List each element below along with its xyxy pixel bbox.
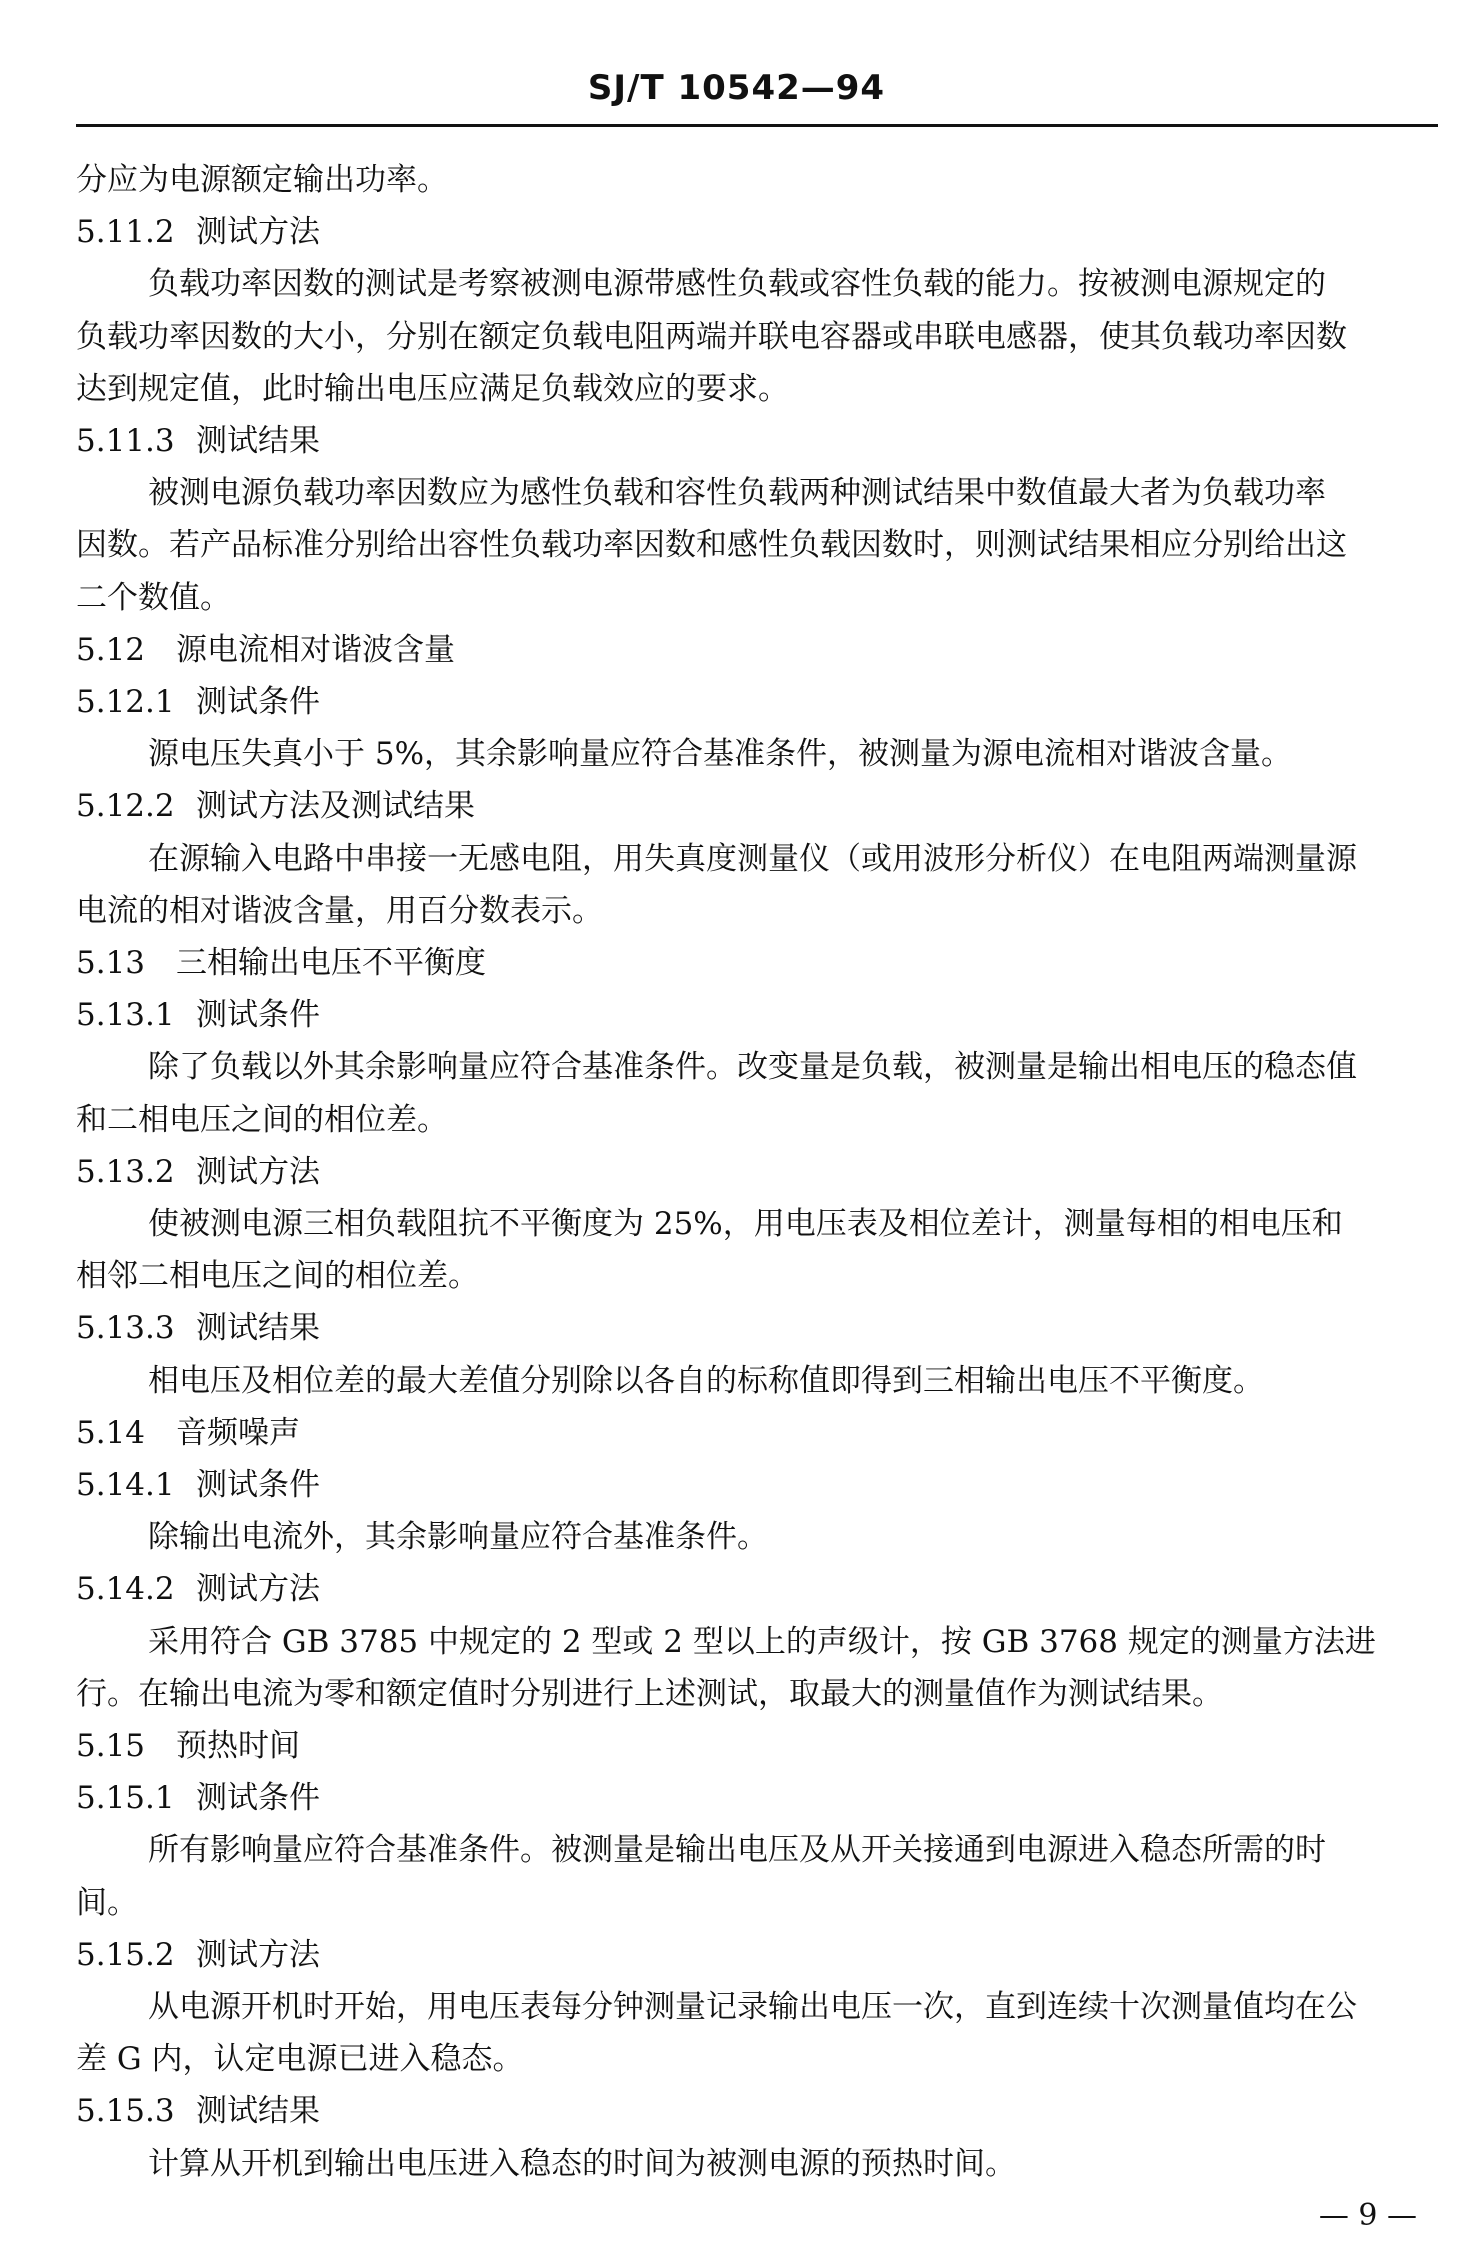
section-title: 测试结果 (196, 2093, 320, 2130)
section-heading (76, 212, 1443, 252)
section-title: 测试条件 (196, 1780, 320, 1817)
section-heading (76, 421, 1443, 461)
section-number: 5.15 (76, 1728, 146, 1764)
section-title: 测试方法 (196, 1936, 320, 1973)
section-heading (76, 2091, 1443, 2131)
section-heading (76, 1778, 1443, 1818)
section-heading (76, 1569, 1443, 1609)
section-number: 5.11.2 (76, 214, 175, 251)
header-rule (76, 124, 1438, 127)
section-heading (76, 682, 1443, 722)
section-title: 测试方法及测试结果 (196, 788, 475, 825)
section-title: 测试条件 (196, 684, 320, 720)
paragraph-line: 使被测电源三相负载阻抗不平衡度为 25%，用电压表及相位差计，测量每相的相电压和 (148, 1206, 1343, 1242)
section-number: 5.13.2 (76, 1153, 175, 1190)
section-number: 5.13.3 (76, 1310, 175, 1347)
section-number: 5.15.2 (76, 1936, 175, 1973)
paragraph-line: 负载功率因数的大小，分别在额定负载电阻两端并联电容器或串联电感器，使其负载功率因数 (76, 318, 1347, 355)
paragraph-line: 负载功率因数的测试是考察被测电源带感性负载或容性负载的能力。按被测电源规定的 (148, 266, 1326, 303)
section-heading (76, 630, 1443, 670)
paragraph-line: 所有影响量应符合基准条件。被测量是输出电压及从开关接通到电源进入稳态所需的时 (148, 1832, 1326, 1869)
paragraph-line: 相邻二相电压之间的相位差。 (76, 1258, 479, 1295)
section-title: 源电流相对谐波含量 (176, 631, 455, 668)
section-title: 测试方法 (196, 214, 320, 251)
section-heading (76, 786, 1443, 826)
section-heading (76, 1465, 1443, 1505)
paragraph-line: 行。在输出电流为零和额定值时分别进行上述测试，取最大的测量值作为测试结果。 (76, 1675, 1223, 1712)
section-number: 5.15.1 (76, 1780, 175, 1817)
section-title: 测试结果 (196, 423, 320, 459)
paragraph-line: 源电压失真小于 5%，其余影响量应符合基准条件，被测量为源电流相对谐波含量。 (148, 736, 1293, 773)
section-title: 测试方法 (196, 1571, 320, 1608)
paragraph-line: 除了负载以外其余影响量应符合基准条件。改变量是负载，被测量是输出相电压的稳态值 (148, 1049, 1357, 1086)
section-number: 5.11.3 (76, 423, 175, 459)
page-header: SJ/T 10542—94 (587, 68, 886, 108)
paragraph-line: 电流的相对谐波含量，用百分数表示。 (76, 892, 603, 929)
section-number: 5.15.3 (76, 2093, 175, 2130)
section-number: 5.13 (76, 945, 146, 981)
paragraph-line: 计算从开机到输出电压进入稳态的时间为被测电源的预热时间。 (148, 2145, 1016, 2182)
section-title: 音频噪声 (176, 1414, 300, 1451)
section-number: 5.14.1 (76, 1467, 175, 1503)
paragraph-line: 因数。若产品标准分别给出容性负载功率因数和感性负载因数时，则测试结果相应分别给出这 (76, 527, 1347, 564)
paragraph-line: 采用符合 GB 3785 中规定的 2 型或 2 型以上的声级计，按 GB 3768 规定的测量方法进 (148, 1623, 1376, 1660)
section-number: 5.14.2 (76, 1571, 175, 1608)
section-title: 测试条件 (196, 1467, 320, 1503)
section-heading (76, 1726, 1443, 1766)
section-title: 预热时间 (176, 1728, 300, 1764)
paragraph-line: 被测电源负载功率因数应为感性负载和容性负载两种测试结果中数值最大者为负载功率 (148, 475, 1326, 512)
paragraph-line: 从电源开机时开始，用电压表每分钟测量记录输出电压一次，直到连续十次测量值均在公 (148, 1989, 1357, 2025)
paragraph-line: 除输出电流外，其余影响量应符合基准条件。 (148, 1519, 768, 1556)
paragraph-line: 达到规定值，此时输出电压应满足负载效应的要求。 (76, 370, 789, 407)
section-heading (76, 1152, 1443, 1192)
paragraph-line: 在源输入电路中串接一无感电阻，用失真度测量仪（或用波形分析仪）在电阻两端测量源 (148, 840, 1357, 877)
section-heading (76, 1308, 1443, 1348)
paragraph-line: 分应为电源额定输出功率。 (76, 162, 448, 198)
section-heading (76, 943, 1443, 983)
section-number: 5.12.2 (76, 788, 175, 825)
paragraph-line: 间。 (76, 1884, 138, 1921)
section-title: 测试方法 (196, 1153, 320, 1190)
section-number: 5.14 (76, 1414, 146, 1451)
section-number: 5.13.1 (76, 997, 175, 1034)
section-heading (76, 1935, 1443, 1975)
page-number: — 9 — (1318, 2198, 1417, 2233)
section-heading (76, 1413, 1443, 1453)
section-number: 5.12.1 (76, 684, 175, 720)
section-title: 测试条件 (196, 997, 320, 1034)
section-number: 5.12 (76, 631, 146, 668)
section-title: 三相输出电压不平衡度 (176, 945, 486, 981)
paragraph-line: 差 G 内，认定电源已进入稳态。 (76, 2041, 524, 2078)
paragraph-line: 和二相电压之间的相位差。 (76, 1101, 448, 1138)
paragraph-line: 相电压及相位差的最大差值分别除以各自的标称值即得到三相输出电压不平衡度。 (148, 1362, 1264, 1399)
section-title: 测试结果 (196, 1310, 320, 1347)
paragraph-line: 二个数值。 (76, 579, 231, 616)
section-heading (76, 995, 1443, 1035)
